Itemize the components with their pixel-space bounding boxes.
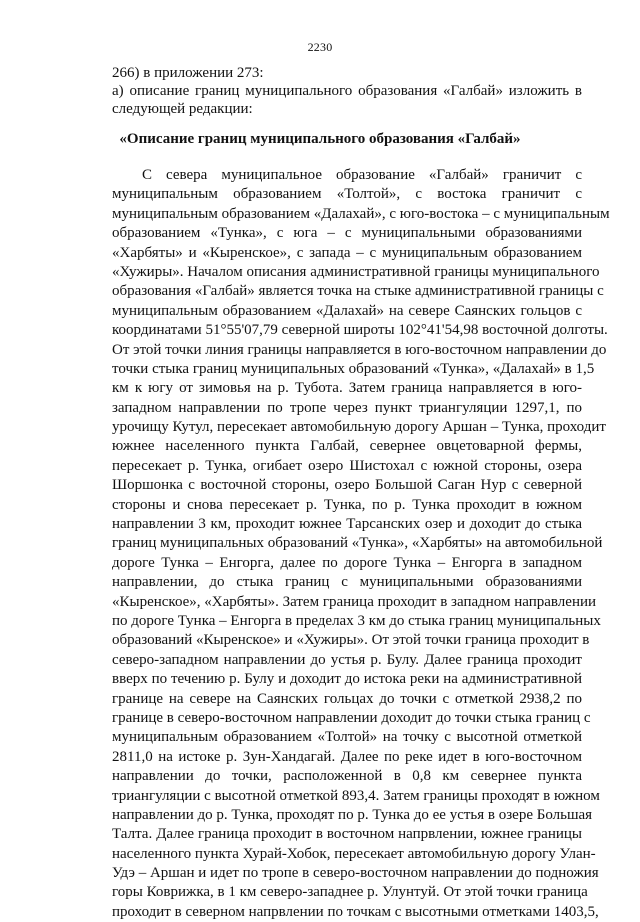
amendment-subitem-line-2: следующей редакции: (112, 101, 253, 117)
body-line: направлении до р. Тунка, проходят по р. Тунка до ее устья в озере Большая (112, 806, 593, 823)
amendment-intro (112, 64, 582, 118)
body-line: стороны и снова пересекает р. Тунка, по р. Тунка проходит в южном (112, 496, 582, 513)
body-line: направлении, до стыка границ с муниципальными образованиями (112, 574, 582, 591)
body-line: пересекает р. Тунка, огибает озеро Шистохал с южной стороны, озера (112, 457, 582, 474)
body-line: образованием «Тунка», с юга – с муниципальными образованиями (112, 225, 582, 242)
body-line: От этой точки линия границы направляется в юго-восточном направлении до (112, 341, 607, 358)
body-line: образований «Кыренское» и «Хужиры». От этой точки граница проходит в (112, 632, 590, 649)
body-line: «Хужиры». Началом описания административной границы муниципального (112, 263, 600, 280)
boundary-description (112, 166, 610, 922)
body-line: км к югу от зимовья на р. Тубота. Затем граница направляется в юго- (112, 380, 582, 397)
body-line: южнее населенного пункта Галбай, севернее овцетоварной фермы, (112, 438, 582, 455)
body-line: образования «Галбай» является точка на стыке административной границы с (112, 283, 604, 300)
body-line: муниципальным образованием «Далахай» на севере Саянских гольцов с (112, 302, 582, 319)
body-line: по дороге Тунка – Енгорга в пределах 3 км до стыка границ муниципальных (112, 612, 601, 629)
body-line: западном направлении по тропе через пункт триангуляции 1297,1, по (112, 399, 582, 416)
amendment-item: 266) в приложении 273: (112, 65, 264, 81)
body-line: муниципальным образованием «Далахай», с юго-востока – с муниципальным (112, 205, 610, 222)
body-line: северо-западном направлении до устья р. Булу. Далее граница проходит (112, 651, 582, 668)
body-line: границе на севере на Саянских гольцах до точки с отметкой 2938,2 по (112, 690, 582, 707)
body-line: муниципальным образованием «Толтой» на точку с высотной отметкой (112, 729, 582, 746)
body-line: границе в северо-восточном направлении доходит до точки стыка границ с (112, 709, 591, 726)
body-line: точки стыка границ муниципальных образований «Тунка», «Далахай» в 1,5 (112, 360, 595, 377)
body-line: триангуляции с высотной отметкой 893,4. Затем границы проходят в южном (112, 787, 600, 804)
body-line: дороге Тунка – Енгорга, далее по дороге Тунка – Енгорга в западном (112, 554, 582, 571)
body-line: координатами 51°55'07,79 северной широты 102°41'54,98 восточной долготы. (112, 322, 608, 339)
page-number: 2230 (307, 40, 333, 54)
body-line: населенного пункта Хурай-Хобок, пересекает автомобильную дорогу Улан- (112, 845, 596, 862)
body-line: направлении 3 км, проходит южнее Тарсанских озер и доходит до стыка (112, 516, 582, 533)
body-line: С севера муниципальное образование «Галбай» граничит с (142, 167, 582, 183)
body-line: границ муниципальных образований «Тунка», «Харбяты» на автомобильной (112, 535, 603, 552)
section-heading: «Описание границ муниципального образования «Галбай» (119, 131, 521, 147)
body-line: Талта. Далее граница проходит в восточном напрвлении, южнее границы (112, 826, 582, 843)
body-line: урочищу Кутул, пересекает автомобильную дорогу Аршан – Тунка, проходит (112, 419, 606, 436)
body-line: Шоршонка с восточной стороны, озеро Большой Саган Нур с северной (112, 477, 582, 494)
body-line: «Кыренское», «Харбяты». Затем граница проходит в западном направлении (112, 593, 597, 610)
body-line: направлении до точки, расположенной в 0,8 км севернее пункта (112, 768, 582, 785)
body-line: проходит в северном напрвлении по точкам с высотными отметками 1403,5, (112, 903, 599, 920)
body-line: 2811,0 на истоке р. Зун-Хандагай. Далее по реке идет в юго-восточном (112, 748, 582, 765)
body-line: горы Коврижка, в 1 км северо-западнее р. Улунтуй. От этой точки граница (112, 884, 588, 901)
body-line: вверх по течению р. Булу и доходит до истока реки на административной (112, 671, 582, 688)
body-line: муниципальным образованием «Толтой», с востока граничит с (112, 186, 582, 203)
body-line: Удэ – Аршан и идет по тропе в северо-восточном направлении до подножия (112, 865, 599, 882)
amendment-subitem-line-1: а) описание границ муниципального образования «Галбай» изложить в (112, 83, 582, 99)
body-line: «Харбяты» и «Кыренское», с запада – с муниципальным образованием (112, 244, 582, 261)
